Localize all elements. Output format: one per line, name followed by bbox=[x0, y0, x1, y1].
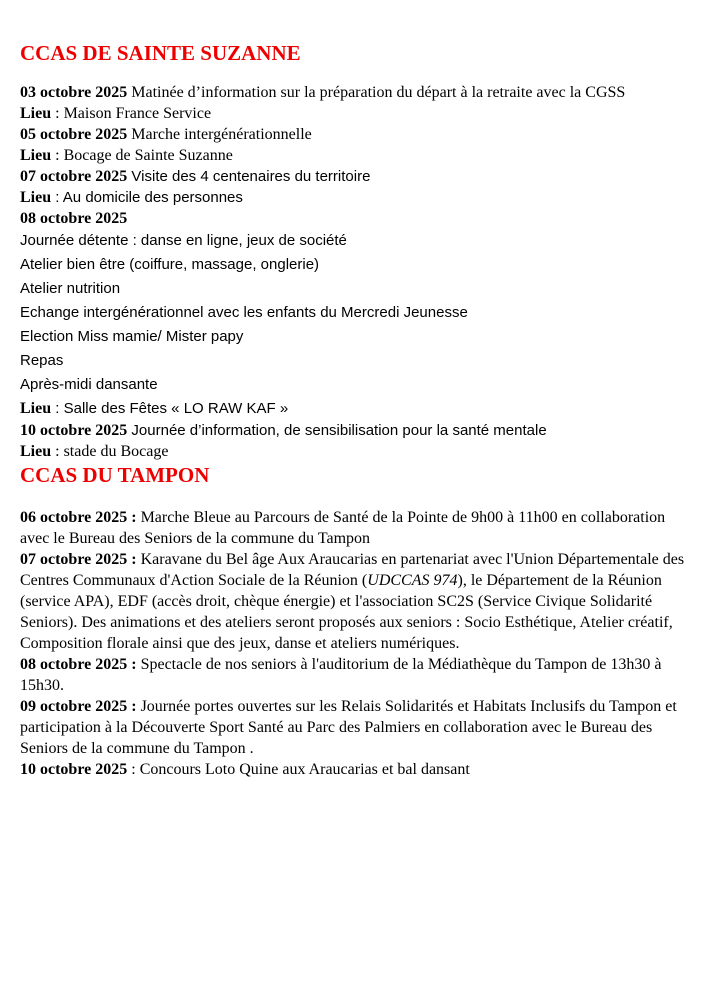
event-date: 10 octobre 2025 bbox=[20, 761, 128, 778]
lieu-line bbox=[20, 397, 690, 420]
event-date: 08 octobre 2025 : bbox=[20, 656, 137, 673]
event-tampon-10-octobre bbox=[20, 759, 690, 780]
event-text: Visite des 4 centenaires du territoire bbox=[127, 168, 371, 185]
event-07-octobre bbox=[20, 166, 690, 208]
event-date: 07 octobre 2025 bbox=[20, 168, 128, 185]
event-date: 07 octobre 2025 : bbox=[20, 551, 137, 568]
lieu-label: Lieu bbox=[20, 400, 52, 417]
event-date: 03 octobre 2025 bbox=[20, 84, 128, 101]
event-text: Matinée d’information sur la préparation du départ à la retraite avec la CGSS bbox=[127, 84, 626, 101]
activity-line: Atelier bien être (coiffure, massage, onglerie) bbox=[20, 256, 320, 273]
event-05-octobre bbox=[20, 124, 690, 166]
lieu-label: Lieu bbox=[20, 147, 52, 164]
event-text: Journée portes ouvertes sur les Relais Solidarités et Habitats Inclusifs du Tampon et participation à la Découverte Sport Santé au Parc des Palmiers en collaboration avec le Bureau des Seniors de la commune du Tampon . bbox=[20, 698, 677, 757]
event-text: Journée d’information, de sensibilisation pour la santé mentale bbox=[127, 422, 547, 439]
event-08-octobre bbox=[20, 208, 690, 420]
event-text-italic: UDCCAS 974 bbox=[367, 572, 458, 589]
activity-line: Repas bbox=[20, 352, 64, 369]
event-tampon-09-octobre bbox=[20, 696, 690, 759]
event-date: 09 octobre 2025 : bbox=[20, 698, 137, 715]
event-text: Marche intergénérationnelle bbox=[127, 126, 312, 143]
event-text: Karavane du Bel âge Aux Araucarias en partenariat avec l'Union Départementale des Centres Communaux d'Action Sociale de la Réunion ( bbox=[20, 551, 685, 589]
event-03-octobre bbox=[20, 82, 690, 124]
event-text: ), le Département de la Réunion (service APA), EDF (accès droit, chèque énergie) et l'association SC2S (Service Civique Solidarité Seniors). Des animations et des ateliers seront proposés aux seniors : Socio Esthétique, Atelier créatif, Composition florale ainsi que des jeux, danse et ateliers numériques. bbox=[20, 572, 673, 652]
activity-line: Journée détente : danse en ligne, jeux de société bbox=[20, 232, 347, 249]
event-tampon-07-octobre bbox=[20, 549, 690, 654]
event-date: 10 octobre 2025 bbox=[20, 422, 128, 439]
activity-line: Election Miss mamie/ Mister papy bbox=[20, 328, 244, 345]
lieu-value: : stade du Bocage bbox=[51, 443, 169, 460]
lieu-label: Lieu bbox=[20, 189, 52, 206]
event-date: 05 octobre 2025 bbox=[20, 126, 128, 143]
event-tampon-08-octobre bbox=[20, 654, 690, 696]
section-heading-tampon: CCAS DU TAMPON bbox=[20, 463, 210, 487]
lieu-value: : Salle des Fêtes « LO RAW KAF » bbox=[51, 400, 289, 417]
lieu-value: : Bocage de Sainte Suzanne bbox=[51, 147, 233, 164]
activity-line: Atelier nutrition bbox=[20, 280, 121, 297]
event-date: 06 octobre 2025 : bbox=[20, 509, 137, 526]
event-text: Marche Bleue au Parcours de Santé de la Pointe de 9h00 à 11h00 en collaboration avec le Bureau des Seniors de la commune du Tampon bbox=[20, 509, 666, 547]
lieu-label: Lieu bbox=[20, 443, 52, 460]
activity-line: Echange intergénérationnel avec les enfants du Mercredi Jeunesse bbox=[20, 304, 468, 321]
lieu-label: Lieu bbox=[20, 105, 52, 122]
event-tampon-06-octobre bbox=[20, 507, 690, 549]
section-heading-sainte-suzanne: CCAS DE SAINTE SUZANNE bbox=[20, 41, 301, 65]
event-date-line bbox=[20, 208, 690, 229]
event-text: Spectacle de nos seniors à l'auditorium de la Médiathèque du Tampon de 13h30 à 15h30. bbox=[20, 656, 662, 694]
lieu-value: : Maison France Service bbox=[51, 105, 212, 122]
activity-line: Après-midi dansante bbox=[20, 376, 158, 393]
event-date: 08 octobre 2025 bbox=[20, 210, 128, 227]
event-text: : Concours Loto Quine aux Araucarias et bal dansant bbox=[127, 761, 470, 778]
lieu-value: : Au domicile des personnes bbox=[51, 189, 243, 206]
event-10-octobre bbox=[20, 420, 690, 462]
